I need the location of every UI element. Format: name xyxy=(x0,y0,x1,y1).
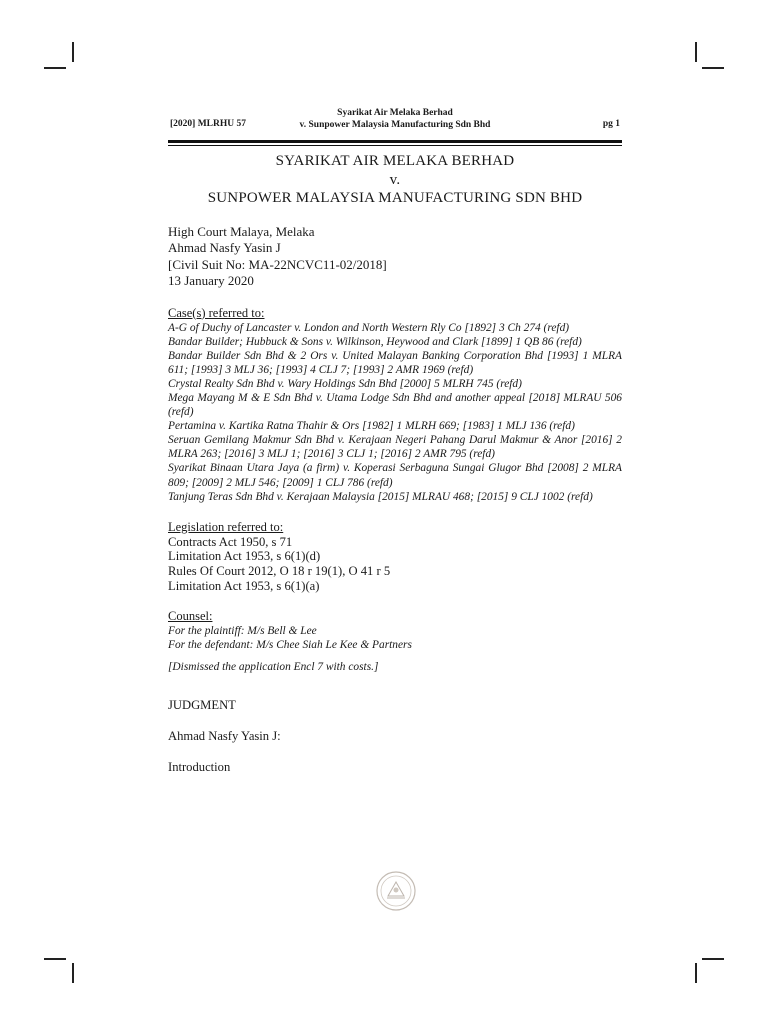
legislation-list xyxy=(168,535,622,593)
case-title xyxy=(168,152,622,208)
cases-list xyxy=(168,321,622,504)
case-meta xyxy=(168,224,622,290)
case-item: Syarikat Binaan Utara Jaya (a firm) v. Koperasi Serbaguna Sungai Glugor Bhd [2008] 2 MLRA 809; [2009] 2 MLJ 546; [2009] 1 CLJ 786 (refd) xyxy=(168,462,622,489)
disposition-note: [Dismissed the application Encl 7 with costs.] xyxy=(168,661,379,674)
case-item: Bandar Builder Sdn Bhd & 2 Ors v. United Malayan Banking Corporation Bhd [1993] 1 MLRA 611; [1993] 3 MLJ 36; [1993] 4 CLJ 7; [1993] 2 AMR 1969 (refd) xyxy=(168,349,622,376)
legislation-item: Rules Of Court 2012, O 18 r 19(1), O 41 r 5 xyxy=(168,563,391,578)
counsel-defendant: For the defendant: M/s Chee Siah Le Kee & Partners xyxy=(168,639,412,652)
crop-mark xyxy=(44,958,66,960)
legislation-item: Limitation Act 1953, s 6(1)(d) xyxy=(168,549,321,564)
suit-number: [Civil Suit No: MA-22NCVC11-02/2018] xyxy=(168,256,387,272)
header-page-number: pg 1 xyxy=(602,119,620,129)
counsel-heading: Counsel: xyxy=(168,609,213,624)
case-item: Pertamina v. Kartika Ratna Thahir & Ors [1982] 1 MLRH 669; [1983] 1 MLJ 136 (refd) xyxy=(168,420,575,433)
crop-mark xyxy=(702,67,724,69)
court-seal-icon xyxy=(375,870,417,912)
header-rule-thin xyxy=(168,145,622,146)
counsel-list xyxy=(168,624,622,652)
legislation-item: Contracts Act 1950, s 71 xyxy=(168,534,293,549)
cases-heading: Case(s) referred to: xyxy=(168,305,265,320)
header-citation: [2020] MLRHU 57 xyxy=(170,119,246,129)
title-versus: v. xyxy=(389,171,401,188)
introduction-heading: Introduction xyxy=(168,760,231,775)
counsel-plaintiff: For the plaintiff: M/s Bell & Lee xyxy=(168,625,317,638)
header-parties-line2: v. Sunpower Malaysia Manufacturing Sdn Bhd xyxy=(299,120,491,130)
crop-mark xyxy=(695,963,697,983)
document-body xyxy=(168,152,622,775)
crop-mark xyxy=(72,42,74,62)
case-item: Crystal Realty Sdn Bhd v. Wary Holdings Sdn Bhd [2000] 5 MLRH 745 (refd) xyxy=(168,377,522,390)
crop-mark xyxy=(72,963,74,983)
judgment-heading: JUDGMENT xyxy=(168,698,236,713)
title-defendant: SUNPOWER MALAYSIA MANUFACTURING SDN BHD xyxy=(207,190,583,206)
judge-heading: Ahmad Nasfy Yasin J: xyxy=(168,729,281,744)
title-plaintiff: SYARIKAT AIR MELAKA BERHAD xyxy=(275,153,515,169)
court-name: High Court Malaya, Melaka xyxy=(168,223,315,239)
case-item: Seruan Gemilang Makmur Sdn Bhd v. Kerajaan Negeri Pahang Darul Makmur & Anor [2016] 2 MLRA 263; [2016] 3 MLJ 1; [2016] 3 CLJ 1; [2016] 2 AMR 795 (refd) xyxy=(168,434,622,461)
crop-mark xyxy=(702,958,724,960)
crop-mark xyxy=(44,67,66,69)
crop-mark xyxy=(695,42,697,62)
case-item: A-G of Duchy of Lancaster v. London and North Western Rly Co [1892] 3 Ch 274 (refd) xyxy=(168,321,570,334)
header-parties-line1: Syarikat Air Melaka Berhad xyxy=(337,108,453,118)
judge-name: Ahmad Nasfy Yasin J xyxy=(168,240,281,255)
legislation-item: Limitation Act 1953, s 6(1)(a) xyxy=(168,578,320,593)
case-item: Mega Mayang M & E Sdn Bhd v. Utama Lodge Sdn Bhd and another appeal [2018] MLRAU 506 (refd) xyxy=(168,391,622,419)
header-parties xyxy=(170,107,620,131)
judgment-date: 13 January 2020 xyxy=(168,273,254,288)
case-item: Bandar Builder; Hubbuck & Sons v. Wilkinson, Heywood and Clark [1899] 1 QB 86 (refd) xyxy=(168,335,582,348)
legislation-heading: Legislation referred to: xyxy=(168,519,284,534)
header-rule-thick xyxy=(168,140,622,143)
case-item: Tanjung Teras Sdn Bhd v. Kerajaan Malaysia [2015] MLRAU 468; [2015] 9 CLJ 1002 (refd) xyxy=(168,490,593,503)
running-header xyxy=(170,107,620,133)
